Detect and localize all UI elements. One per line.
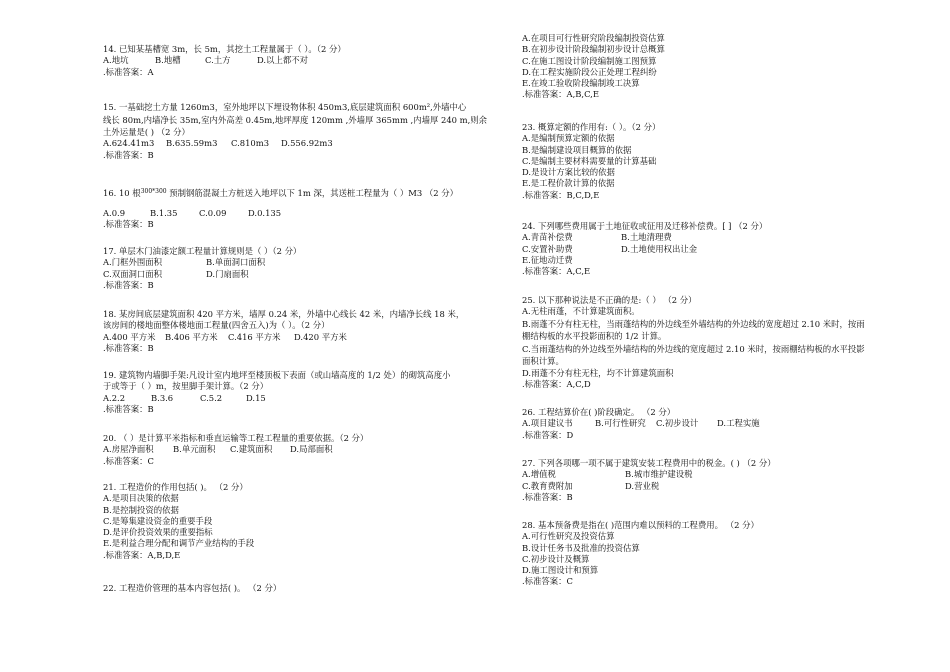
option-c: C.5.2	[200, 392, 223, 403]
option-a: A.0.9	[103, 208, 126, 218]
question-22-continued	[522, 33, 665, 101]
question-stem: 27. 下列各项哪一项不属于建筑安装工程费用中的税金。( ) （2 分）	[522, 458, 776, 468]
option-d: D.15	[246, 392, 266, 403]
option-a: A.地坑	[103, 55, 129, 66]
question-stem: 24. 下列哪些费用属于土地征收或征用及迁移补偿费。[ ] （2 分）	[522, 221, 768, 231]
option-c: C.是编制主要材料需要量的计算基础	[522, 155, 657, 166]
question-stem: 21. 工程造价的作用包括( )。 （2 分）	[103, 482, 248, 492]
option-e: E.征地动迁费	[522, 254, 573, 265]
question-stem	[103, 186, 458, 201]
question-15	[103, 101, 487, 161]
option-c: C.土方	[205, 55, 231, 66]
question-stem: 26. 工程结算价在( )阶段确定。 （2 分）	[522, 407, 676, 417]
option-d: D.土地使用权出让金	[621, 243, 698, 254]
question-16	[103, 186, 458, 231]
option-c-line-2: 面积计算。	[522, 356, 564, 367]
option-b: B.是编制建设项目概算的依据	[522, 144, 632, 155]
option-a: A.是编制预算定额的依据	[522, 133, 615, 144]
option-b: B.是控制投资的依据	[103, 504, 179, 515]
option-c: C.810m3	[231, 138, 270, 149]
option-d: D.0.135	[248, 208, 282, 218]
question-stem: 25. 以下那种说法是不正确的是:（ ） （2 分）	[522, 295, 697, 305]
question-stem-line-2: 于或等于（ ）m，按里脚手架计算。（2 分）	[103, 381, 269, 392]
option-a: A.400 平方米	[103, 331, 156, 342]
question-18	[103, 309, 464, 354]
question-19	[103, 370, 450, 415]
option-b: B.406 平方米	[165, 331, 218, 342]
question-stem: 17. 单层木门油漆定额工程量计算规则是（ ）（2 分）	[103, 246, 302, 256]
question-stem: 28. 基本预备费是指在( )范围内难以预料的工程费用。 （2 分）	[522, 520, 759, 530]
option-b-line-2: 棚结构板的水平投影面积的 1/2 计算。	[522, 331, 667, 342]
option-b: B.1.35	[150, 208, 178, 218]
option-d: D.门扇面积	[206, 268, 249, 279]
option-d: D.局部面积	[290, 444, 333, 455]
question-stem-line-1: 18. 某房间底层建筑面积 420 平方米，墙厚 0.24 米，外墙中心线长 42 米，内墙净长线 18 米，	[103, 309, 465, 319]
question-options	[103, 55, 346, 66]
answer-label: .标准答案：B	[103, 403, 154, 414]
question-stem-line-3: 土外运量是( ) （2 分）	[103, 127, 190, 137]
option-a: A.无柱雨蓬，不计算建筑面积。	[522, 306, 640, 317]
option-d: D.施工图设计和预算	[522, 565, 599, 576]
question-options-row-1	[103, 257, 301, 268]
answer-label: .标准答案：A	[103, 66, 154, 77]
option-a: A.2.2	[103, 392, 126, 403]
answer-label: .标准答案：B	[522, 491, 573, 502]
option-c: C.建筑面积	[230, 444, 273, 455]
option-d: D.556.92m3	[281, 138, 333, 149]
answer-label: .标准答案：A,C,D	[522, 378, 591, 389]
option-b: B.设计任务书及批准的投资估算	[522, 542, 640, 553]
option-c: C.0.09	[199, 208, 227, 218]
answer-label: .标准答案：C	[522, 576, 573, 587]
question-22	[103, 583, 281, 594]
option-a: A.增值税	[522, 469, 556, 480]
option-b: B.3.6	[151, 392, 174, 403]
option-d: D.是评价投资效果的重要指标	[103, 527, 213, 538]
option-d: D.雨蓬不分有柱无柱，均不计算建筑面积	[522, 367, 674, 378]
option-a: A.房屋净面积	[103, 444, 154, 455]
question-stem: 20. （ ）是计算平米指标和垂直运输等工程工程量的重要依据。（2 分）	[103, 433, 369, 443]
answer-label: .标准答案：A,B,C,E	[522, 89, 599, 100]
option-d: D.420 平方米	[294, 331, 347, 342]
question-stem-line-1: 19. 建筑物内墙脚手架:凡设计室内地坪至楼顶板下表面（或山墙高度的 1/2 处）的砌筑高度小	[103, 370, 451, 380]
option-c: C.安置补助费	[522, 243, 573, 254]
option-a: A.可行性研究及投资估算	[522, 531, 615, 542]
question-20	[103, 433, 368, 467]
option-c: C.在施工图设计阶段编制施工图预算	[522, 55, 657, 66]
question-17	[103, 246, 301, 291]
option-a: A.青苗补偿费	[522, 232, 573, 243]
question-stem-line-1: 15. 一基础挖土方量 1260m3，室外地坪以下埋设物体积 450m3,底层建筑面积 600m²,外墙中心	[103, 102, 467, 112]
option-e: E.在竣工验收阶段编制竣工决算	[522, 78, 640, 89]
option-d: D.营业税	[625, 480, 660, 491]
question-options-row-2	[522, 244, 767, 255]
answer-label: .标准答案：D	[522, 429, 574, 440]
question-stem: 23. 概算定额的作用有:（ ）。（2 分）	[522, 122, 661, 132]
option-b: B.单元面积	[173, 444, 216, 455]
option-d: D.是设计方案比较的依据	[522, 167, 615, 178]
answer-label: .标准答案：B,C,D,E	[522, 189, 600, 200]
question-stem-superscript: 300*300	[140, 188, 167, 195]
option-b: B.可行性研究	[595, 418, 646, 429]
option-c: C.双面洞口面积	[103, 268, 163, 279]
question-stem-line-2: 该房间的楼地面整体楼地面工程量(四舍五入)为（ ）。（2 分）	[103, 320, 330, 331]
question-27	[522, 458, 776, 503]
option-d: D.在工程实施阶段公正处理工程纠纷	[522, 66, 657, 77]
option-a: A.是项目决策的依据	[103, 493, 179, 504]
option-a: A.项目建议书	[522, 418, 573, 429]
question-options	[103, 393, 450, 404]
question-23	[522, 122, 660, 201]
option-c: C.是筹集建设资金的重要手段	[103, 515, 213, 526]
question-stem-suffix: 预制钢筋混凝土方桩送入地坪以下 1m 深，其送桩工程量为（ ）M3 （2 分）	[166, 188, 458, 198]
question-options-row-1	[522, 469, 776, 480]
option-c: C.初步设计及概算	[522, 553, 590, 564]
option-e: E.是利益合理分配和调节产业结构的手段	[103, 538, 255, 549]
question-stem-prefix: 16. 10 根	[103, 188, 141, 198]
option-b: B.在初步设计阶段编制初步设计总概算	[522, 44, 665, 55]
answer-label: .标准答案：B	[103, 149, 154, 160]
question-stem: 22. 工程造价管理的基本内容包括( )。 （2 分）	[103, 583, 282, 593]
question-stem: 14. 已知某基槽宽 3m，长 5m，其挖土工程量属于（ ）。（2 分）	[103, 44, 346, 54]
option-b-line-1: B.雨蓬不分有柱无柱，当雨蓬结构的外边线至外墙结构的外边线的宽度超过 2.10 米时，按雨	[522, 318, 865, 329]
answer-label: .标准答案：B	[103, 279, 154, 290]
option-b: B.城市维护建设税	[625, 469, 693, 480]
answer-label: .标准答案：A,B,D,E	[103, 549, 181, 560]
question-28	[522, 520, 759, 588]
question-stem-line-2: 线长 80m,内墙净长 35m,室内外高差 0.45m,地坪厚度 120mm ,外墙厚 365mm ,内墙厚 240 m,则余	[103, 115, 488, 125]
answer-label: .标准答案：B	[103, 342, 154, 353]
question-24	[522, 221, 767, 277]
option-e: E.是工程价款计算的依据	[522, 178, 615, 189]
answer-label: .标准答案：A,C,E	[522, 266, 591, 277]
question-25	[522, 295, 865, 390]
option-a: A.门框外围面积	[103, 257, 162, 268]
option-a: A.在项目可行性研究阶段编制投资估算	[522, 33, 665, 43]
answer-label: .标准答案：C	[103, 455, 154, 466]
question-options-row-2	[103, 269, 301, 280]
question-options-row-1	[522, 232, 767, 243]
question-options	[103, 332, 464, 343]
option-b: B.单面洞口面积	[206, 257, 266, 268]
answer-label: .标准答案：B	[103, 219, 154, 230]
option-b: B.635.59m3	[166, 138, 218, 149]
option-c: C.416 平方米	[228, 331, 281, 342]
option-c: C.教育费附加	[522, 480, 573, 491]
question-21	[103, 482, 254, 561]
option-a: A.624.41m3	[103, 138, 155, 149]
question-options	[103, 444, 368, 455]
question-14	[103, 44, 346, 78]
question-26	[522, 407, 760, 441]
option-b: B.土地清理费	[621, 232, 672, 243]
option-b: B.地槽	[155, 55, 181, 66]
question-options	[522, 418, 760, 429]
question-options	[103, 138, 487, 149]
option-d: D.工程实施	[717, 418, 760, 429]
question-options	[103, 208, 458, 219]
option-c-line-1: C.当雨蓬结构的外边线至外墙结构的外边线的宽度超过 2.10 米时，按雨棚结构板的水平投影	[522, 343, 865, 354]
question-options-row-2	[522, 481, 776, 492]
option-c: C.初步设计	[656, 418, 699, 429]
option-d: D.以上都不对	[257, 55, 308, 66]
